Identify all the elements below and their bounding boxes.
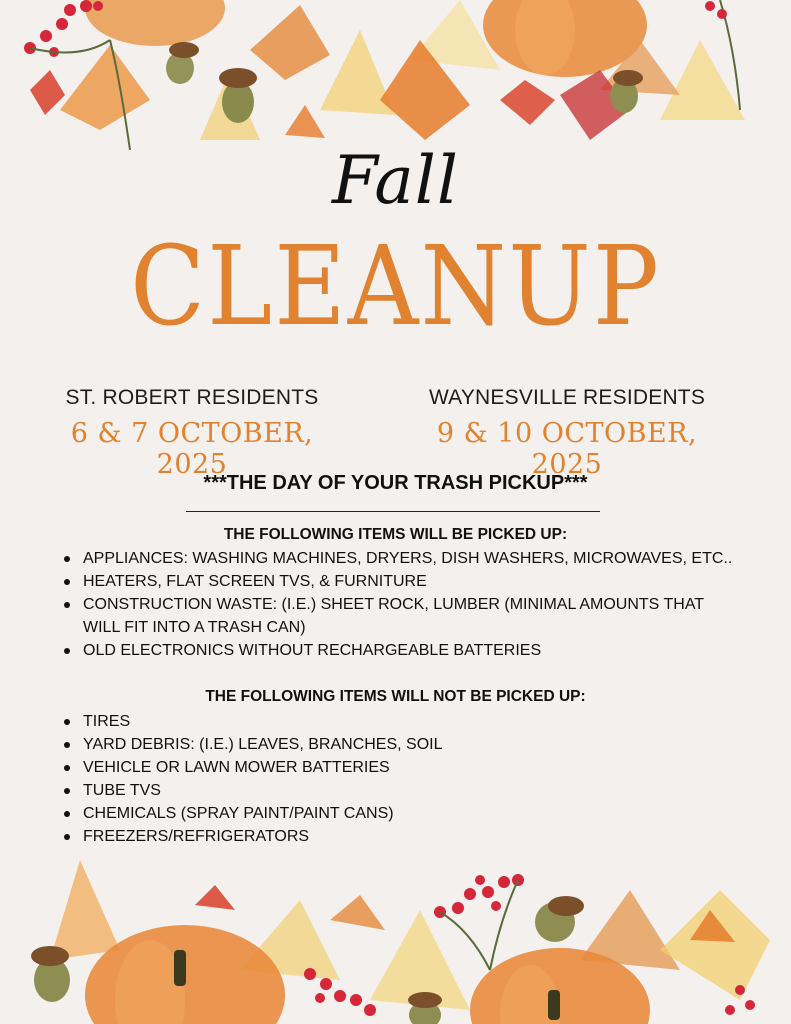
leaf-icon: [285, 105, 325, 138]
autumn-leaves-bottom-border: [0, 850, 791, 1024]
berry-icon: [304, 968, 376, 1016]
acorn-icon: [166, 42, 199, 84]
leaf-icon: [250, 5, 330, 80]
list-item: HEATERS, FLAT SCREEN TVS, & FURNITURE: [62, 570, 762, 593]
resident-name: ST. ROBERT RESIDENTS: [65, 386, 319, 409]
list-item: CONSTRUCTION WASTE: (I.E.) SHEET ROCK, LUMBER (MINIMAL AMOUNTS THAT WILL FIT INTO A TRASH CAN): [62, 593, 762, 639]
leaf-icon: [500, 80, 555, 125]
list-item: APPLIANCES: WASHING MACHINES, DRYERS, DISH WASHERS, MICROWAVES, ETC..: [62, 547, 762, 570]
title-cleanup: CLEANUP: [130, 223, 661, 351]
leaf-icon: [60, 45, 150, 130]
waynesville-block: [407, 386, 727, 480]
acorn-icon: [408, 992, 442, 1024]
leaf-icon: [330, 895, 385, 930]
divider: [186, 511, 600, 512]
acorn-icon: [31, 946, 70, 1002]
list-item: CHEMICALS (SPRAY PAINT/PAINT CANS): [62, 802, 762, 825]
leaf-icon: [30, 70, 65, 115]
list-item: TUBE TVS: [62, 779, 762, 802]
not-picked-up-list: [62, 710, 762, 848]
not-picked-up-heading: THE FOLLOWING ITEMS WILL NOT BE PICKED UP:: [205, 688, 586, 705]
list-item: TIRES: [62, 710, 762, 733]
picked-up-list: [62, 547, 762, 662]
resident-dates: 9 & 10 OCTOBER, 2025: [436, 418, 698, 480]
leaf-icon: [50, 860, 120, 960]
picked-up-heading: THE FOLLOWING ITEMS WILL BE PICKED UP:: [223, 526, 568, 543]
acorn-icon: [535, 896, 584, 942]
list-item: YARD DEBRIS: (I.E.) LEAVES, BRANCHES, SOIL: [62, 733, 762, 756]
leaf-icon: [195, 885, 235, 910]
resident-name: WAYNESVILLE RESIDENTS: [428, 386, 706, 409]
list-item: OLD ELECTRONICS WITHOUT RECHARGEABLE BATTERIES: [62, 639, 762, 662]
list-item: FREEZERS/REFRIGERATORS: [62, 825, 762, 848]
st-robert-block: [32, 386, 352, 480]
pickup-note: ***THE DAY OF YOUR TRASH PICKUP***: [203, 472, 588, 494]
list-item: VEHICLE OR LAWN MOWER BATTERIES: [62, 756, 762, 779]
resident-dates: 6 & 7 OCTOBER, 2025: [70, 418, 314, 480]
pumpkin-icon: [85, 0, 225, 46]
leaf-icon: [660, 890, 770, 1000]
title-fall: Fall: [332, 142, 459, 219]
